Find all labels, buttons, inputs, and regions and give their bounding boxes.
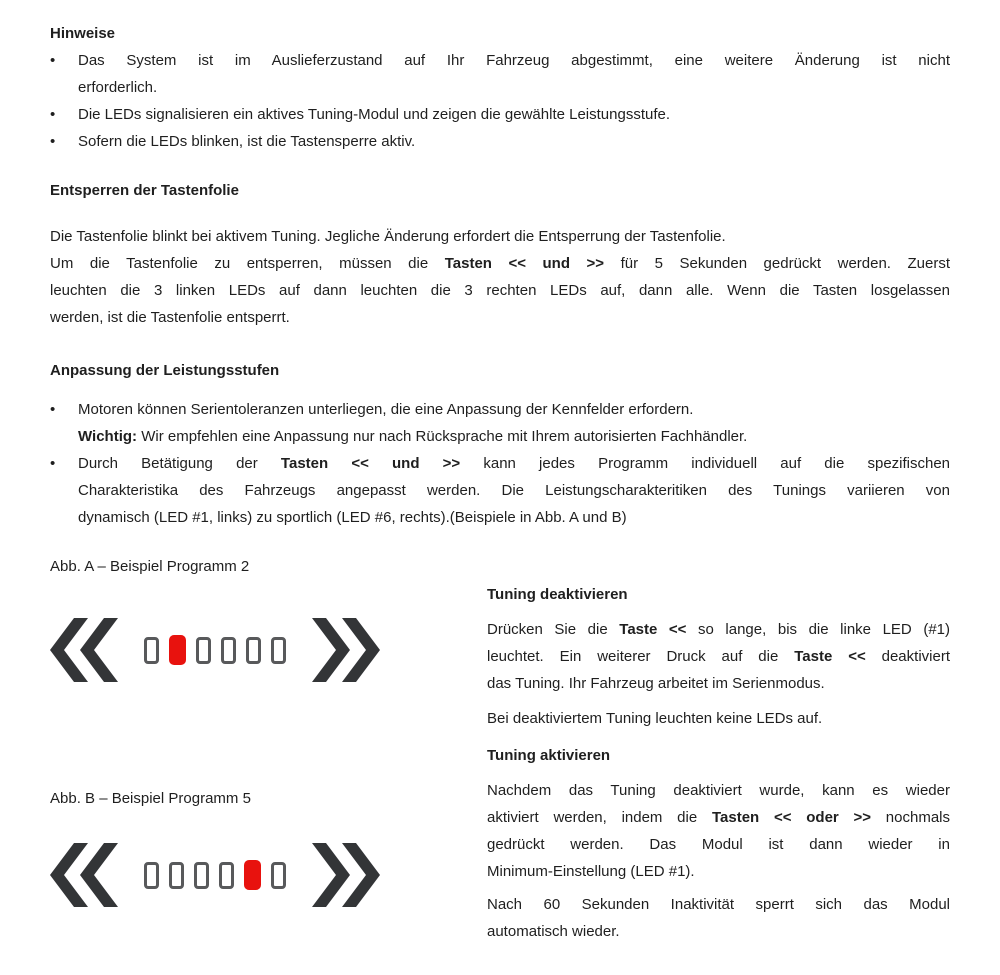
deaktivieren-paragraph-1 bbox=[487, 616, 950, 697]
aktivieren-paragraph-2 bbox=[487, 891, 950, 945]
text-segment: aktiviert werden, indem die bbox=[487, 809, 712, 826]
heading-hinweise: Hinweise bbox=[50, 25, 116, 42]
instructions-column bbox=[487, 531, 950, 945]
text-segment: Die LEDs signalisieren ein aktives Tuning-Modul und zeigen die gewählte Leistungsstufe. bbox=[78, 106, 671, 123]
text-line bbox=[487, 616, 950, 643]
led-row bbox=[144, 860, 286, 890]
heading-anpassung: Anpassung der Leistungsstufen bbox=[50, 362, 280, 379]
text-line bbox=[50, 304, 950, 331]
led-indicator-active bbox=[244, 860, 261, 890]
figures-column bbox=[50, 531, 487, 945]
bold-text-segment: Tasten << oder >> bbox=[711, 809, 872, 826]
text-segment: dynamisch (LED #1, links) zu sportlich (LED #6, rechts).(Beispiele in Abb. A und B) bbox=[78, 509, 627, 526]
text-line bbox=[78, 396, 950, 423]
bullet-icon: • bbox=[50, 401, 56, 418]
text-segment: Um die Tastenfolie zu entsperren, müssen die bbox=[50, 255, 445, 272]
text-segment: Minimum-Einstellung (LED #1). bbox=[487, 863, 695, 880]
text-line bbox=[78, 423, 950, 450]
bullet-icon: • bbox=[50, 52, 56, 69]
double-chevron-right-icon bbox=[310, 618, 380, 682]
text-line bbox=[487, 804, 950, 831]
bullet-icon: • bbox=[50, 106, 56, 123]
led-indicator bbox=[271, 637, 286, 664]
led-indicator bbox=[221, 637, 236, 664]
text-segment: automatisch wieder. bbox=[487, 923, 620, 940]
text-line bbox=[78, 477, 950, 504]
text-line bbox=[78, 450, 950, 477]
text-line bbox=[50, 223, 950, 250]
led-indicator bbox=[144, 862, 159, 889]
text-line bbox=[487, 831, 950, 858]
double-chevron-left-icon bbox=[50, 843, 120, 907]
bold-text-segment: Tasten << und >> bbox=[280, 455, 461, 472]
text-segment: leuchten die 3 linken LEDs auf dann leuchten die 3 rechten LEDs auf, dann alle. Wenn die Tasten losgelassen bbox=[50, 282, 950, 299]
text-segment: Nach 60 Sekunden Inaktivität sperrt sich das Modul bbox=[487, 896, 950, 913]
bullet-item bbox=[50, 396, 950, 450]
text-segment: so lange, bis die linke LED (#1) bbox=[686, 621, 951, 638]
text-segment: deaktiviert bbox=[865, 648, 950, 665]
text-line bbox=[78, 74, 950, 101]
bullet-item bbox=[50, 47, 950, 101]
led-indicator bbox=[196, 637, 211, 664]
anpassung-bullet-list bbox=[50, 396, 950, 531]
figure-b-led-panel bbox=[50, 843, 487, 907]
deaktivieren-paragraph-2 bbox=[487, 705, 950, 732]
led-row bbox=[144, 635, 286, 665]
led-indicator bbox=[169, 862, 184, 889]
text-line bbox=[78, 128, 950, 155]
figure-a-caption: Abb. A – Beispiel Programm 2 bbox=[50, 558, 250, 575]
text-segment: Nachdem das Tuning deaktiviert wurde, kann es wieder bbox=[487, 782, 950, 799]
heading-tuning-deaktivieren: Tuning deaktivieren bbox=[487, 586, 628, 603]
text-segment: das Tuning. Ihr Fahrzeug arbeitet im Serienmodus. bbox=[487, 675, 825, 692]
text-line bbox=[487, 705, 950, 732]
text-segment: werden, ist die Tastenfolie entsperrt. bbox=[50, 309, 290, 326]
text-segment: Bei deaktiviertem Tuning leuchten keine LEDs auf. bbox=[487, 710, 823, 727]
led-indicator bbox=[271, 862, 286, 889]
text-segment: gedrückt werden. Das Modul ist dann wieder in bbox=[487, 836, 950, 853]
text-segment: Das System ist im Auslieferzustand auf Ihr Fahrzeug abgestimmt, eine weitere Änderung ist nicht bbox=[78, 52, 950, 69]
text-segment: Die Tastenfolie blinkt bei aktivem Tuning. Jegliche Änderung erfordert die Entsperrung der Tastenfolie. bbox=[50, 228, 726, 245]
text-line bbox=[50, 250, 950, 277]
text-line bbox=[487, 643, 950, 670]
led-indicator bbox=[194, 862, 209, 889]
text-line bbox=[78, 101, 950, 128]
text-segment: nochmals bbox=[871, 809, 950, 826]
led-indicator bbox=[144, 637, 159, 664]
text-line bbox=[78, 504, 950, 531]
text-line bbox=[487, 918, 950, 945]
bullet-text bbox=[78, 450, 950, 531]
bullet-icon: • bbox=[50, 133, 56, 150]
bullet-text bbox=[78, 396, 950, 450]
text-line bbox=[487, 891, 950, 918]
figure-b-caption: Abb. B – Beispiel Programm 5 bbox=[50, 790, 251, 807]
bold-text-segment: Taste << bbox=[794, 648, 866, 665]
text-segment: Motoren können Serientoleranzen unterliegen, die eine Anpassung der Kennfelder erfordern. bbox=[78, 401, 694, 418]
text-segment: leuchtet. Ein weiterer Druck auf die bbox=[487, 648, 795, 665]
text-line bbox=[487, 670, 950, 697]
bold-text-segment: Taste << bbox=[619, 621, 687, 638]
led-indicator bbox=[246, 637, 261, 664]
bullet-text bbox=[78, 47, 950, 101]
double-chevron-left-icon bbox=[50, 618, 120, 682]
aktivieren-paragraph-1 bbox=[487, 777, 950, 885]
text-segment: für 5 Sekunden gedrückt werden. Zuerst bbox=[604, 255, 951, 272]
text-line bbox=[50, 277, 950, 304]
text-segment: Drücken Sie die bbox=[487, 621, 620, 638]
text-segment: kann jedes Programm individuell auf die spezifischen bbox=[460, 455, 951, 472]
bullet-item bbox=[50, 450, 950, 531]
heading-entsperren: Entsperren der Tastenfolie bbox=[50, 182, 239, 199]
led-indicator-active bbox=[169, 635, 186, 665]
text-line bbox=[487, 777, 950, 804]
text-line bbox=[487, 858, 950, 885]
text-segment: Sofern die LEDs blinken, ist die Tastensperre aktiv. bbox=[78, 133, 416, 150]
bullet-item bbox=[50, 101, 950, 128]
entsperren-paragraph-2 bbox=[50, 250, 950, 331]
figure-a-led-panel bbox=[50, 618, 487, 682]
bullet-text bbox=[78, 101, 950, 128]
text-line bbox=[78, 47, 950, 74]
bullet-item bbox=[50, 128, 950, 155]
heading-tuning-aktivieren: Tuning aktivieren bbox=[487, 747, 611, 764]
bold-text-segment: Wichtig: bbox=[78, 428, 138, 445]
hinweise-bullet-list bbox=[50, 47, 950, 155]
bold-text-segment: Tasten << und >> bbox=[444, 255, 605, 272]
text-segment: Durch Betätigung der bbox=[78, 455, 281, 472]
text-segment: erforderlich. bbox=[78, 79, 158, 96]
text-segment: Wir empfehlen eine Anpassung nur nach Rücksprache mit Ihrem autorisierten Fachhändler. bbox=[137, 428, 748, 445]
bullet-icon: • bbox=[50, 455, 56, 472]
double-chevron-right-icon bbox=[310, 843, 380, 907]
text-segment: Charakteristika des Fahrzeugs angepasst werden. Die Leistungscharakteritiken des Tunings variieren von bbox=[78, 482, 950, 499]
led-indicator bbox=[219, 862, 234, 889]
figures-and-instructions bbox=[50, 531, 950, 945]
bullet-text bbox=[78, 128, 950, 155]
entsperren-paragraph-1 bbox=[50, 223, 950, 250]
